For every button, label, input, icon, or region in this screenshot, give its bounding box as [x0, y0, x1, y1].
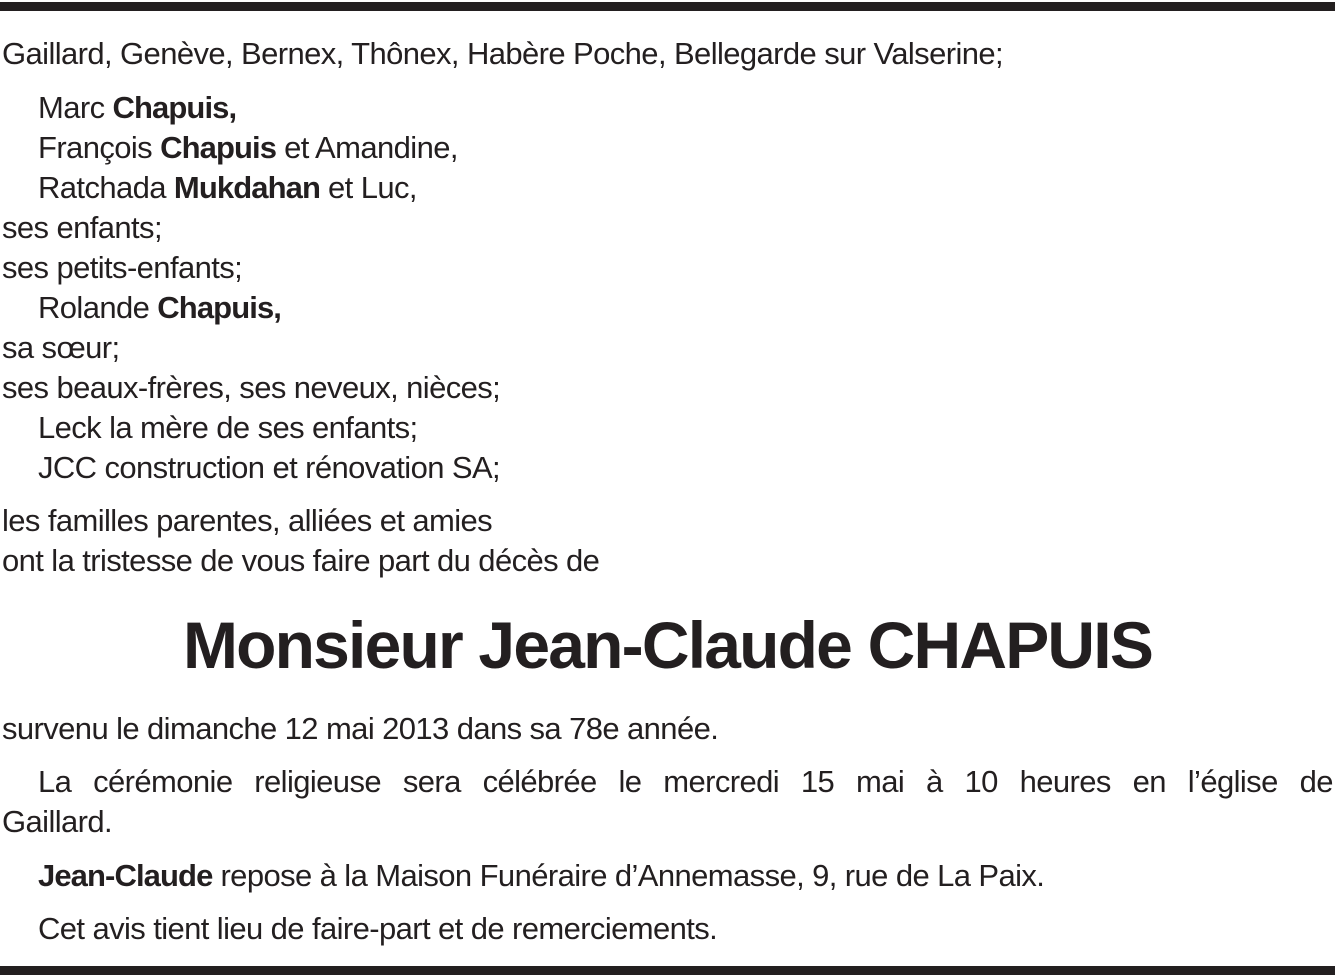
last-name: Mukdahan — [173, 170, 321, 205]
first-name: Marc — [38, 90, 105, 125]
company-line: JCC construction et rénovation SA; — [38, 450, 501, 485]
family-member-line: François Chapuis et Amandine, — [38, 130, 458, 165]
announce-line: ont la tristesse de vous faire part du décès de — [2, 543, 600, 578]
first-name: François — [38, 130, 153, 165]
first-name: Ratchada — [38, 170, 166, 205]
sister-line — [38, 288, 281, 328]
ceremony-line-end: Gaillard. — [2, 804, 113, 839]
sister-role: sa sœur; — [2, 330, 120, 365]
last-name: Chapuis — [160, 130, 277, 165]
deceased-name: Monsieur Jean-Claude CHAPUIS — [182, 608, 1153, 682]
last-name: Chapuis, — [112, 90, 237, 125]
ceremony-line: La cérémonie religieuse sera célébrée le mercredi 15 mai à 10 heures en l’église de — [38, 764, 1333, 799]
first-name: Rolande — [38, 290, 150, 325]
grandchildren-role: ses petits-enfants; — [2, 250, 243, 285]
in-laws-line: ses beaux-frères, ses neveux, nièces; — [2, 370, 501, 405]
rests-name: Jean-Claude — [38, 858, 213, 893]
family-member-line — [38, 88, 236, 128]
last-name: Chapuis, — [157, 290, 281, 325]
children-role: ses enfants; — [2, 210, 162, 245]
death-date-line: survenu le dimanche 12 mai 2013 dans sa 78e année. — [2, 711, 719, 746]
bottom-rule — [0, 966, 1335, 975]
rests-line: Jean-Claude repose à la Maison Funéraire d’Annemasse, 9, rue de La Paix. — [38, 858, 1045, 893]
family-member-line: Ratchada Mukdahan et Luc, — [38, 170, 417, 205]
mother-line: Leck la mère de ses enfants; — [38, 410, 418, 445]
families-line: les familles parentes, alliées et amies — [2, 503, 493, 538]
closing-line: Cet avis tient lieu de faire-part et de remerciements. — [38, 911, 718, 946]
places-line: Gaillard, Genève, Bernex, Thônex, Habère Poche, Bellegarde sur Valserine; — [2, 36, 1004, 71]
